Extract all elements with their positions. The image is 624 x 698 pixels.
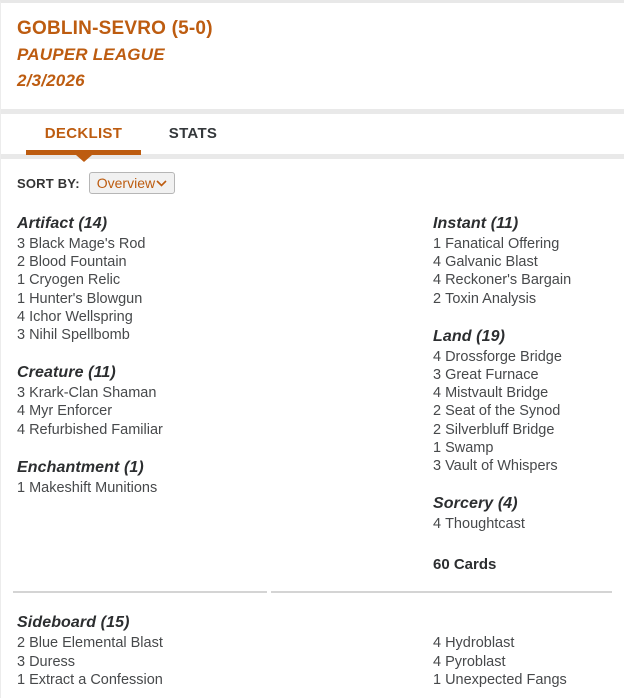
card-qty: 3 — [17, 327, 26, 344]
card-row — [17, 402, 433, 420]
card-qty: 1 — [433, 236, 442, 252]
card-qty: 4 — [433, 653, 442, 670]
section-enchantment — [17, 458, 433, 497]
card-row — [17, 384, 433, 402]
card-row — [433, 671, 608, 689]
section-header: Sorcery (4) — [433, 495, 518, 513]
card-row — [17, 308, 433, 326]
card-qty: 3 — [17, 236, 26, 252]
deck-event: PAUPER LEAGUE — [17, 45, 165, 64]
card-name-link[interactable]: Refurbished Familiar — [29, 421, 163, 438]
section-sideboard — [17, 613, 433, 689]
card-qty: 3 — [433, 367, 442, 384]
card-qty: 4 — [433, 272, 442, 289]
card-row — [433, 348, 608, 366]
card-name-link[interactable]: Reckoner's Bargain — [445, 272, 572, 289]
sort-by-label: SORT BY: — [17, 175, 80, 191]
deck-column-right — [433, 214, 608, 574]
card-qty: 4 — [17, 308, 26, 325]
card-name-link[interactable]: Blood Fountain — [29, 254, 127, 271]
card-qty: 4 — [433, 635, 442, 652]
card-qty: 3 — [17, 653, 26, 670]
caret-down-icon — [76, 155, 92, 162]
card-name-link[interactable]: Great Furnace — [445, 367, 539, 384]
card-name-link[interactable]: Makeshift Munitions — [29, 479, 158, 496]
sort-select-value: Overview — [96, 175, 156, 191]
card-qty: 2 — [433, 290, 442, 307]
card-qty: 3 — [433, 458, 442, 475]
card-qty: 3 — [17, 385, 26, 402]
card-qty: 2 — [433, 403, 442, 420]
sideboard-divider — [13, 591, 612, 593]
card-name-link[interactable]: Silverbluff Bridge — [445, 421, 555, 438]
card-qty: 2 — [17, 635, 26, 652]
deck-date: 2/3/2026 — [17, 71, 85, 90]
card-row — [433, 634, 608, 652]
deck-total: 60 Cards — [433, 556, 497, 574]
card-name-link[interactable]: Black Mage's Rod — [29, 236, 146, 252]
card-row — [433, 402, 608, 420]
card-name-link[interactable]: Drossforge Bridge — [445, 348, 562, 365]
card-row — [433, 653, 608, 671]
card-qty: 2 — [433, 421, 442, 438]
card-qty: 1 — [17, 290, 26, 307]
section-header: Creature (11) — [17, 364, 116, 382]
sort-select[interactable] — [89, 172, 175, 194]
card-row — [433, 271, 608, 289]
card-name-link[interactable]: Pyroblast — [445, 653, 506, 670]
section-header: Sideboard (15) — [17, 614, 130, 632]
card-name-link[interactable]: Cryogen Relic — [29, 272, 121, 289]
card-row — [433, 384, 608, 402]
section-sideboard — [433, 634, 608, 689]
card-row — [17, 253, 433, 271]
card-row — [433, 366, 608, 384]
card-qty: 4 — [17, 421, 26, 438]
card-name-link[interactable]: Unexpected Fangs — [445, 671, 567, 688]
section-sorcery — [433, 494, 608, 533]
card-row — [17, 235, 433, 253]
card-name-link[interactable]: Hydroblast — [445, 635, 515, 652]
card-row — [17, 326, 433, 344]
card-qty: 4 — [433, 254, 442, 271]
section-artifact — [17, 214, 433, 344]
card-name-link[interactable]: Swamp — [445, 439, 494, 456]
card-row — [17, 271, 433, 289]
card-name-link[interactable]: Hunter's Blowgun — [29, 290, 143, 307]
tab-decklist-label: DECKLIST — [44, 125, 123, 142]
deck-header — [1, 3, 624, 109]
card-row — [433, 421, 608, 439]
card-qty: 4 — [17, 403, 26, 420]
card-qty: 4 — [433, 385, 442, 402]
card-row — [433, 235, 608, 253]
tab-bar — [1, 114, 624, 154]
card-name-link[interactable]: Seat of the Synod — [445, 403, 561, 420]
card-qty: 1 — [17, 272, 26, 289]
card-row — [17, 671, 433, 689]
card-qty: 1 — [17, 479, 26, 496]
card-name-link[interactable]: Extract a Confession — [29, 671, 163, 688]
section-instant — [433, 214, 608, 308]
section-header: Artifact (14) — [17, 215, 108, 232]
card-row — [17, 634, 433, 652]
sideboard-section — [1, 613, 624, 689]
deck-column-left — [17, 214, 433, 574]
card-qty: 1 — [433, 439, 442, 456]
card-row — [17, 479, 433, 497]
card-name-link[interactable]: Duress — [29, 653, 76, 670]
card-name-link[interactable]: Mistvault Bridge — [445, 385, 549, 402]
card-row — [433, 439, 608, 457]
sideboard-column-left — [17, 613, 433, 689]
card-name-link[interactable]: Vault of Whispers — [445, 458, 558, 475]
card-row — [433, 515, 608, 533]
section-header: Land (19) — [433, 327, 506, 345]
card-name-link[interactable]: Ichor Wellspring — [29, 308, 133, 325]
tab-decklist[interactable] — [26, 114, 141, 154]
section-header: Enchantment (1) — [17, 458, 144, 476]
decklist-main — [1, 214, 624, 574]
card-row — [17, 290, 433, 308]
section-land — [433, 327, 608, 475]
tab-stats[interactable] — [141, 114, 245, 154]
card-name-link[interactable]: Thoughtcast — [445, 516, 525, 533]
chevron-down-icon — [156, 180, 167, 187]
sideboard-column-right — [433, 613, 608, 689]
tab-stats-label: STATS — [168, 125, 218, 142]
deck-title: GOBLIN-SEVRO (5-0) — [17, 18, 213, 39]
card-row — [433, 253, 608, 271]
card-qty: 4 — [433, 516, 442, 533]
section-creature — [17, 363, 433, 439]
card-qty: 4 — [433, 348, 442, 365]
card-qty: 1 — [433, 671, 442, 688]
card-name-link[interactable]: Toxin Analysis — [445, 290, 537, 307]
card-qty: 2 — [17, 254, 26, 271]
card-qty: 1 — [17, 671, 26, 688]
card-name-link[interactable]: Krark-Clan Shaman — [29, 385, 157, 402]
card-row — [17, 421, 433, 439]
sort-toolbar — [1, 159, 624, 214]
card-name-link[interactable]: Myr Enforcer — [29, 403, 113, 420]
card-name-link[interactable]: Nihil Spellbomb — [29, 327, 130, 344]
card-row — [433, 457, 608, 475]
section-header: Instant (11) — [433, 215, 519, 232]
card-name-link[interactable]: Blue Elemental Blast — [29, 635, 163, 652]
card-name-link[interactable]: Galvanic Blast — [445, 254, 538, 271]
card-row — [17, 653, 433, 671]
card-row — [433, 290, 608, 308]
card-name-link[interactable]: Fanatical Offering — [445, 236, 560, 252]
